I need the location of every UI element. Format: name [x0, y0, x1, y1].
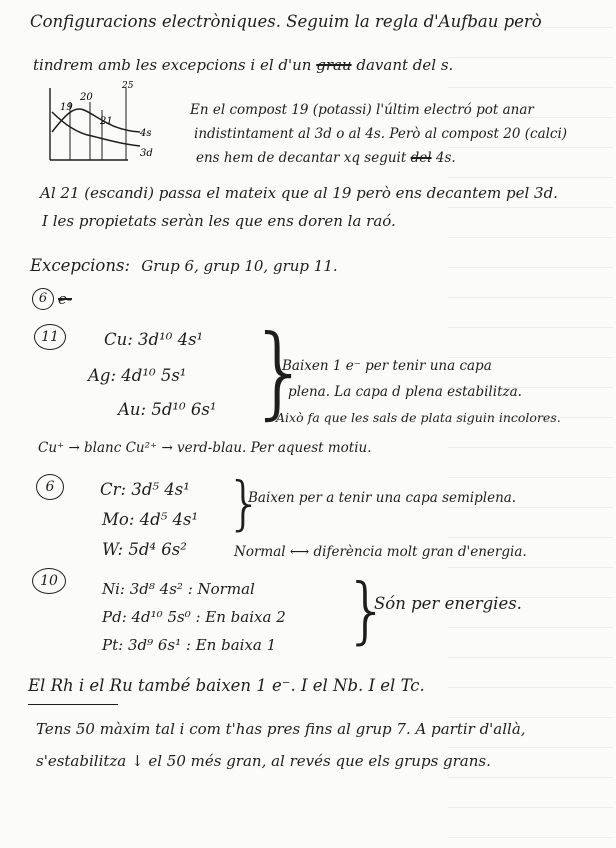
group-6-mo: Mo: 4d⁵ 4s¹	[102, 510, 199, 529]
note-line-3-start: ens hem de decantar xq seguit	[196, 150, 407, 166]
group-6-cr: Cr: 3d⁵ 4s¹	[100, 480, 190, 499]
scandium-line-2: I les propietats seràn les que ens doren la raó.	[42, 212, 396, 230]
group-6-w-note: Normal ⟷ diferència molt gran d'energia.	[234, 544, 527, 560]
group-11-ag: Ag: 4d¹⁰ 5s¹	[88, 366, 187, 385]
energy-level-sketch	[40, 80, 160, 162]
note-line-3	[196, 150, 456, 166]
note-scratched-word: del	[410, 150, 432, 166]
sketch-label-25: 25	[122, 81, 134, 91]
group-11-cu: Cu: 3d¹⁰ 4s¹	[104, 330, 204, 349]
group-11-au: Au: 5d¹⁰ 6s¹	[118, 400, 217, 419]
note-line-2: indistintament al 3d o al 4s. Però al compost 20 (calci)	[194, 126, 568, 142]
group-10-note: Són per energies.	[374, 594, 522, 613]
note-line-3-end: 4s.	[435, 150, 456, 166]
scandium-line-1: Al 21 (escandi) passa el mateix que al 19 però ens decantem pel 3d.	[40, 184, 558, 202]
closing-line-1: Tens 50 màxim tal i com t'has pres fins al grup 7. A partir d'allà,	[36, 720, 526, 738]
intro-line-1: Configuracions electròniques. Seguim la regla d'Aufbau però	[30, 12, 542, 31]
group-11-note-3: Això fa que les sals de plata siguin incolores.	[276, 410, 561, 425]
group-10-pd: Pd: 4d¹⁰ 5s⁰ : En baixa 2	[102, 608, 286, 626]
group-10-ni: Ni: 3d⁸ 4s² : Normal	[102, 580, 255, 598]
scratched-note: e-	[58, 290, 72, 308]
exceptions-label: Excepcions:	[30, 256, 131, 275]
rh-underline	[28, 704, 118, 705]
sketch-label-19: 19	[60, 102, 73, 113]
group-10-brace: }	[344, 568, 390, 652]
intro-scratched-word: grau	[316, 56, 352, 74]
exceptions-groups: Grup 6, grup 10, grup 11.	[141, 257, 338, 275]
group-11-circle: 11	[34, 324, 66, 350]
group-10-circle: 10	[32, 568, 66, 594]
sketch-label-21: 21	[100, 116, 113, 127]
exceptions-heading	[30, 256, 338, 275]
group-6-brace: }	[226, 469, 263, 537]
group-11-note-1: Baixen 1 e⁻ per tenir una capa	[282, 358, 492, 374]
group-6-note: Baixen per a tenir una capa semiplena.	[248, 490, 517, 506]
intro-line-2-start: tindrem amb les excepcions i el d'un	[33, 56, 312, 74]
group-11-colors: Cu⁺ → blanc Cu²⁺ → verd-blau. Per aquest motiu.	[38, 440, 372, 456]
sketch-label-3d: 3d	[140, 148, 153, 159]
closing-line-2: s'estabilitza ↓ el 50 més gran, al revés que els grups grans.	[36, 752, 491, 770]
intro-line-2	[33, 56, 453, 74]
scratched-circle-6: 6	[32, 288, 54, 310]
group-11-brace: }	[248, 313, 312, 430]
group-6-w: W: 5d⁴ 6s²	[102, 540, 187, 559]
rh-ru-note: El Rh i el Ru també baixen 1 e⁻. I el Nb. I el Tc.	[28, 676, 425, 695]
intro-line-2-end: davant del s.	[356, 56, 454, 74]
sketch-label-20: 20	[80, 92, 93, 103]
group-6-circle: 6	[36, 474, 64, 500]
group-11-note-2: plena. La capa d plena estabilitza.	[288, 384, 522, 400]
group-10-pt: Pt: 3d⁹ 6s¹ : En baixa 1	[102, 636, 277, 654]
note-line-1: En el compost 19 (potassi) l'últim electró pot anar	[190, 102, 534, 118]
sketch-label-4s: 4s	[140, 128, 152, 139]
